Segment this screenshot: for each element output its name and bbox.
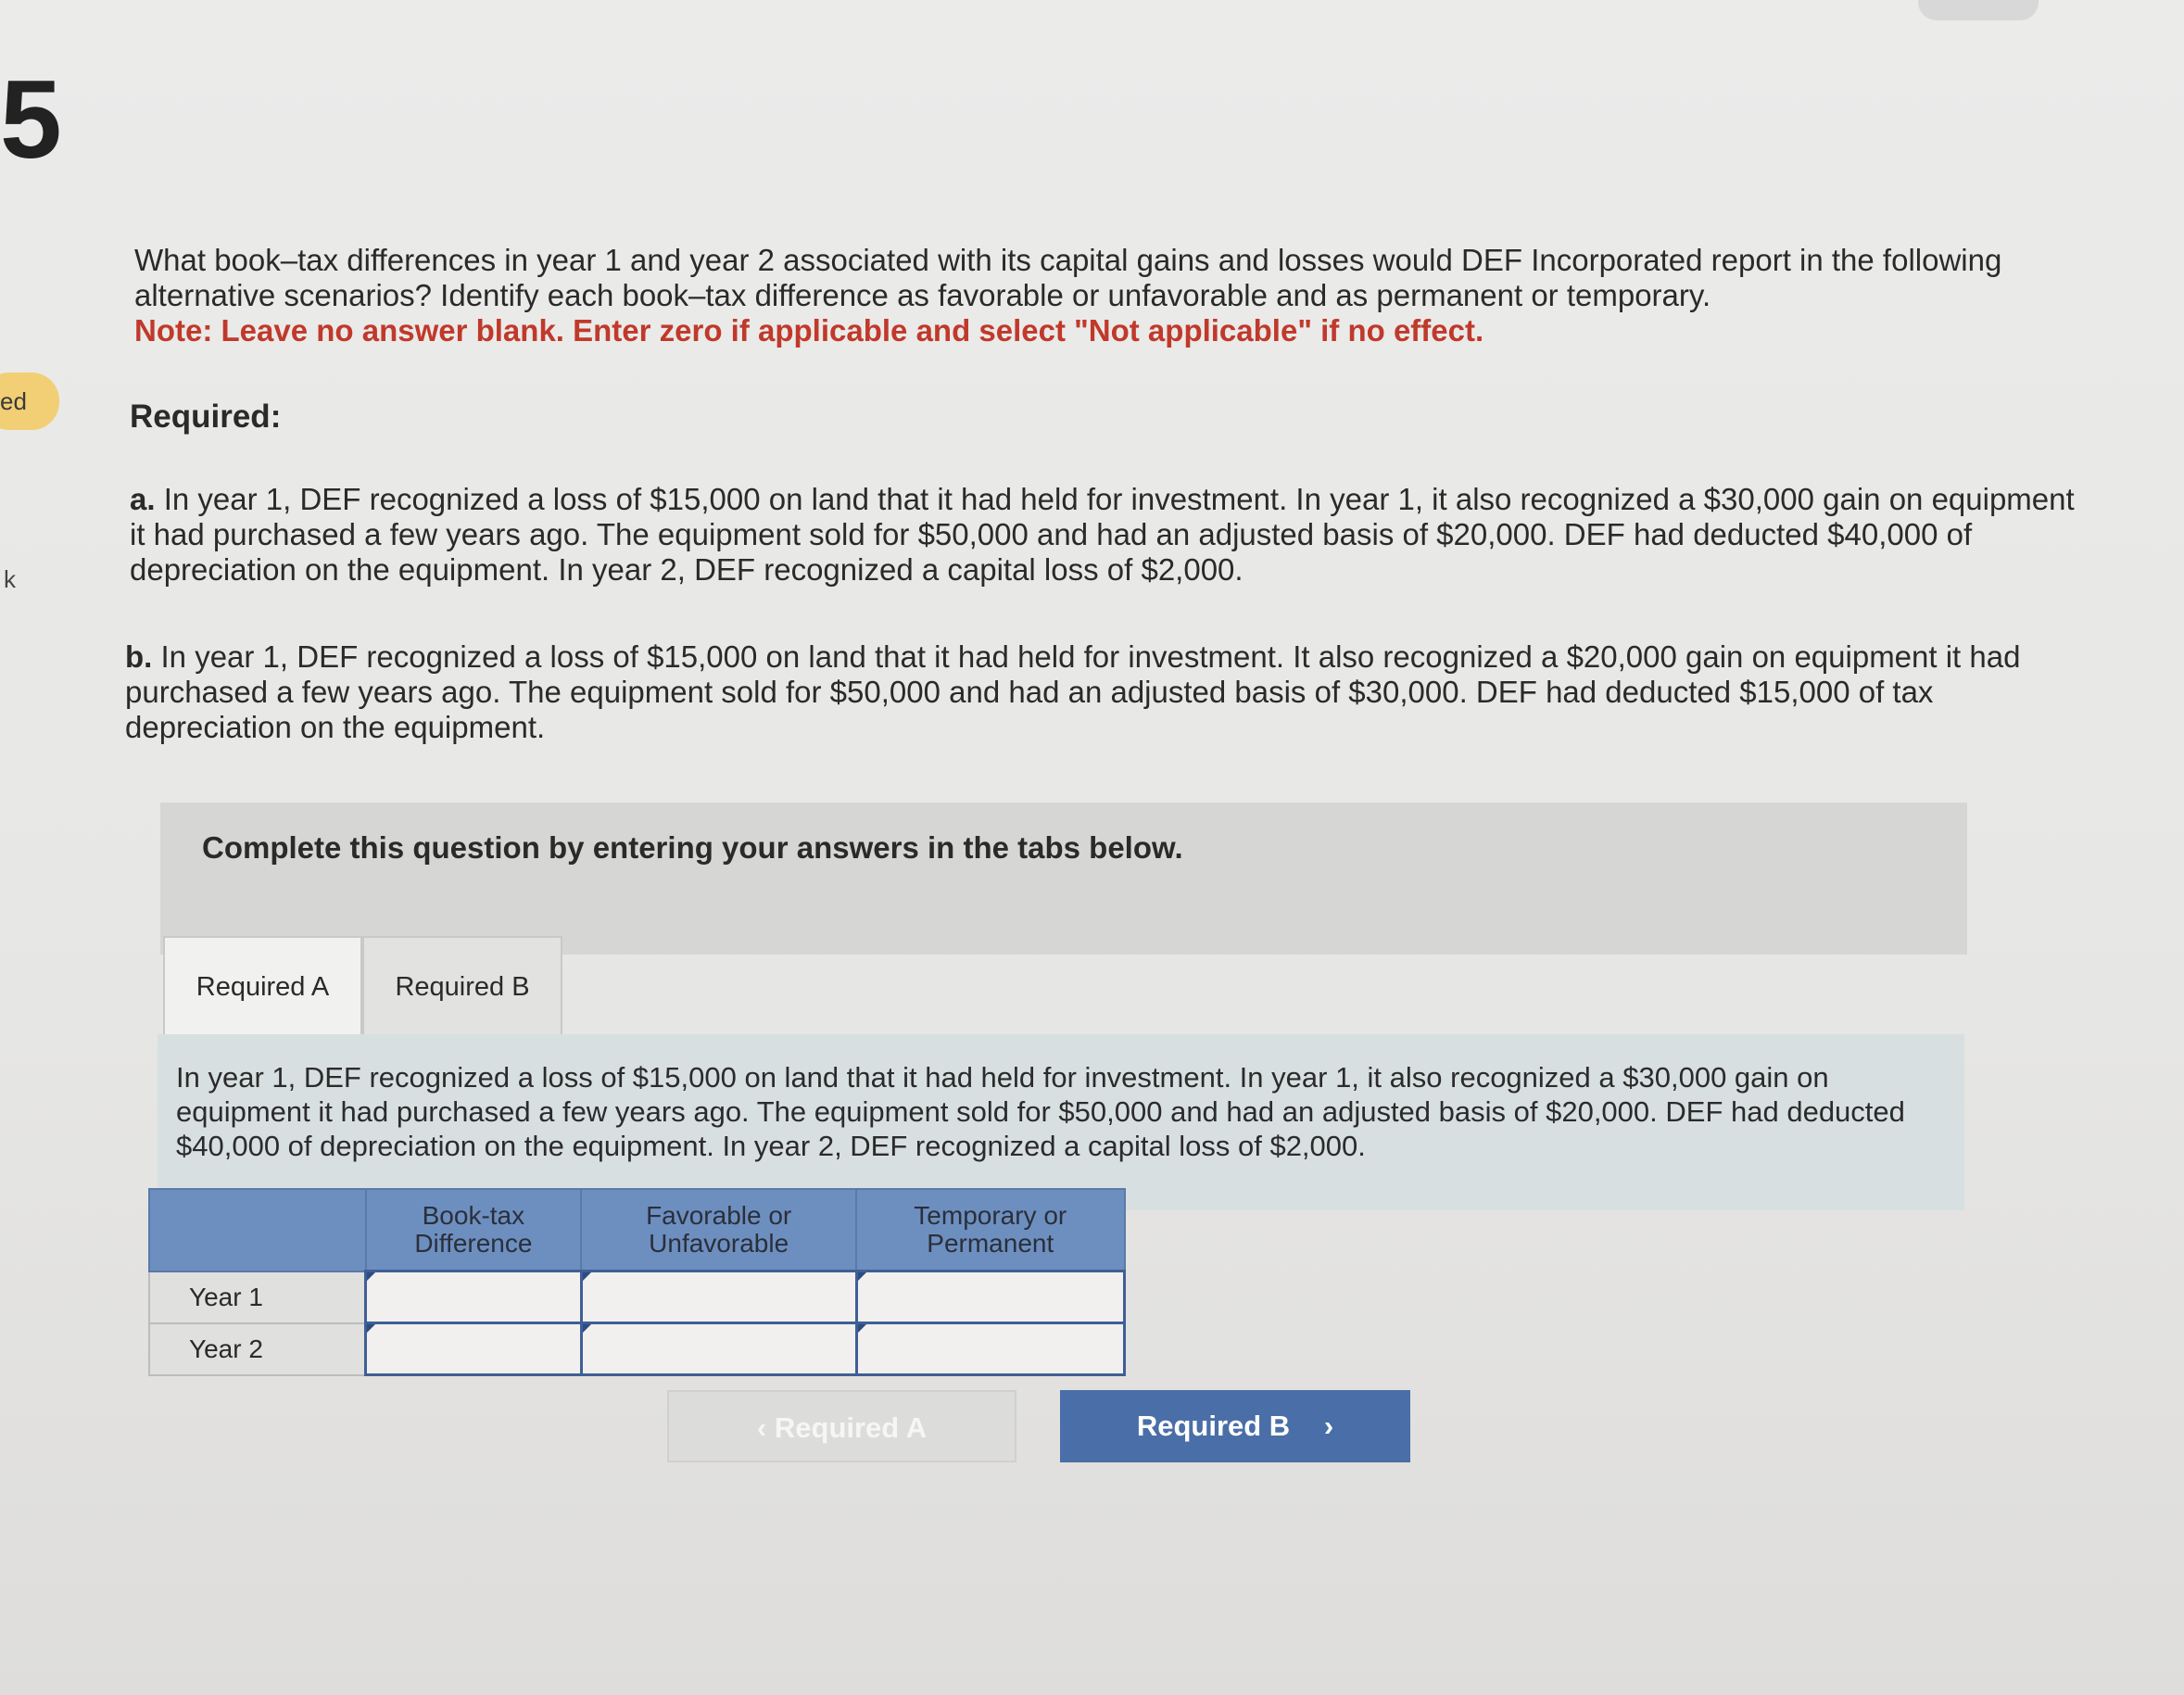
table-header-book-tax: Book-tax Difference bbox=[366, 1189, 582, 1271]
tab-required-b[interactable]: Required B bbox=[362, 936, 562, 1036]
table-header-favorable: Favorable or Unfavorable bbox=[581, 1189, 856, 1271]
year-1-favorable-select[interactable] bbox=[581, 1271, 856, 1323]
table-row bbox=[149, 1323, 1125, 1375]
question-text: What book–tax differences in year 1 and year 2 associated with its capital gains and losses would DEF Incorporated report in the following alternative scenarios? Identify each book–tax difference as favorable or unfavorable and as permanent or temporary. bbox=[134, 243, 2002, 312]
required-heading: Required: bbox=[130, 398, 282, 435]
scenario-description: In year 1, DEF recognized a loss of $15,000 on land that it had held for investment. In year 1, it also recognized a $30,000 gain on equipment it had purchased a few years ago. The equipment sold for $50,000 and had an adjusted basis of $20,000. DEF had deducted $40,000 of depreciation on the equipment. In year 2, DEF recognized a capital loss of $2,000. bbox=[158, 1034, 1964, 1210]
question-prompt bbox=[134, 243, 2043, 348]
part-b-label: b. bbox=[125, 639, 153, 674]
table-header-blank bbox=[149, 1189, 366, 1271]
tab-required-a[interactable]: Required A bbox=[163, 936, 362, 1036]
row-label-year-1: Year 1 bbox=[149, 1271, 366, 1323]
prev-required-a-button[interactable] bbox=[667, 1390, 1016, 1462]
chevron-left-icon: ‹ bbox=[756, 1411, 767, 1444]
next-button-label: Required B bbox=[1136, 1410, 1291, 1442]
part-b bbox=[125, 639, 2080, 745]
chevron-right-icon: › bbox=[1323, 1410, 1334, 1442]
table-header-temporary: Temporary or Permanent bbox=[856, 1189, 1124, 1271]
year-1-book-tax-input[interactable] bbox=[366, 1271, 582, 1323]
part-a-label: a. bbox=[130, 482, 156, 516]
part-a-text: In year 1, DEF recognized a loss of $15,000 on land that it had held for investment. In year 1, it also recognized a $30,000 gain on equipment it had purchased a few years ago. The equipment sold for $50,000 and had an adjusted basis of $20,000. DEF had deducted $40,000 of depreciation on the equipment. In year 2, DEF recognized a capital loss of $2,000. bbox=[130, 482, 2075, 587]
prev-button-label: Required A bbox=[774, 1411, 928, 1444]
part-b-text: In year 1, DEF recognized a loss of $15,000 on land that it had held for investment. It also recognized a $20,000 gain on equipment it had purchased a few years ago. The equipment sold for $50,000 and had an adjusted basis of $30,000. DEF had deducted $15,000 of tax depreciation on the equipment. bbox=[125, 639, 2021, 744]
year-2-temporary-select[interactable] bbox=[856, 1323, 1124, 1375]
part-a bbox=[130, 482, 2085, 588]
question-note: Note: Leave no answer blank. Enter zero if applicable and select "Not applicable" if no effect. bbox=[134, 313, 1484, 348]
table-row bbox=[149, 1271, 1125, 1323]
answer-table bbox=[148, 1188, 1126, 1376]
instructions-bar bbox=[160, 803, 1967, 955]
year-1-temporary-select[interactable] bbox=[856, 1271, 1124, 1323]
side-letter: k bbox=[4, 565, 16, 593]
saved-indicator bbox=[1918, 0, 2039, 20]
question-number: 5 bbox=[0, 57, 62, 182]
side-status-tab[interactable]: ed bbox=[0, 373, 59, 430]
year-2-book-tax-input[interactable] bbox=[366, 1323, 582, 1375]
table-header-row bbox=[149, 1189, 1125, 1271]
year-2-favorable-select[interactable] bbox=[581, 1323, 856, 1375]
next-required-b-button[interactable] bbox=[1060, 1390, 1410, 1462]
instructions-text: Complete this question by entering your answers in the tabs below. bbox=[202, 830, 1183, 865]
row-label-year-2: Year 2 bbox=[149, 1323, 366, 1375]
